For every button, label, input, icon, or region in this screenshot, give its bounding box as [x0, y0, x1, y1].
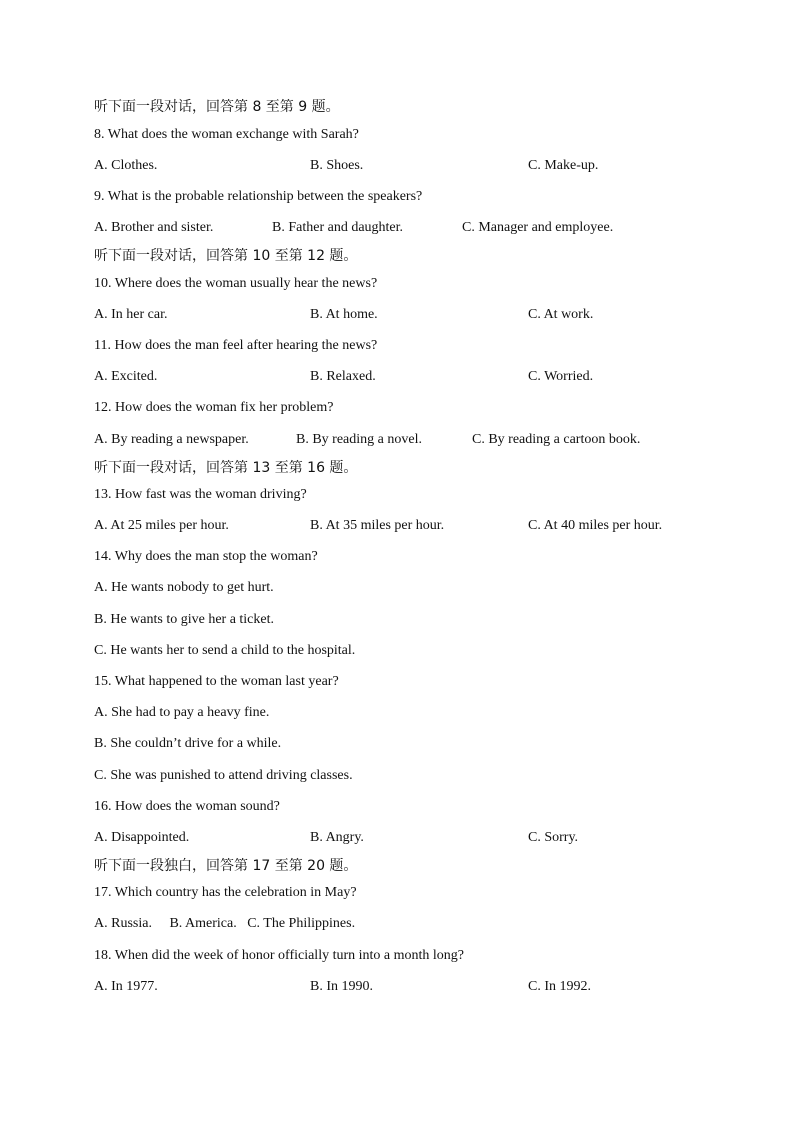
option-row [94, 517, 714, 535]
option-row [94, 219, 714, 237]
option-b: B. At home. [310, 307, 378, 322]
option-c: C. At work. [528, 307, 594, 322]
section-heading: 听下面一段对话，回答第 8 至第 9 题。 [94, 99, 340, 115]
question-text: 13. How fast was the woman driving? [94, 487, 307, 502]
question-text: 16. How does the woman sound? [94, 799, 280, 814]
question-text: 12. How does the woman fix her problem? [94, 400, 334, 415]
section-heading: 听下面一段对话，回答第 13 至第 16 题。 [94, 460, 358, 476]
option-a: A. Clothes. [94, 158, 158, 173]
question-text: 17. Which country has the celebration in May? [94, 885, 357, 900]
option-a: A. At 25 miles per hour. [94, 518, 229, 533]
option-row [94, 829, 714, 847]
section-heading: 听下面一段对话，回答第 10 至第 12 题。 [94, 248, 358, 264]
question-text: 15. What happened to the woman last year? [94, 674, 339, 689]
option-row [94, 368, 714, 386]
option-a: A. In her car. [94, 307, 168, 322]
option-c: C. Worried. [528, 369, 594, 384]
option-b: B. Angry. [310, 830, 364, 845]
option-a: A. Disappointed. [94, 830, 190, 845]
option-row [94, 978, 714, 996]
option-b: B. Relaxed. [310, 369, 376, 384]
option-b: B. He wants to give her a ticket. [94, 612, 275, 627]
question-text: 14. Why does the man stop the woman? [94, 549, 318, 564]
option-c: C. At 40 miles per hour. [528, 518, 663, 533]
option-c: C. By reading a cartoon book. [472, 432, 641, 447]
option-a: A. Brother and sister. [94, 220, 214, 235]
option-row [94, 157, 714, 175]
option-c: C. Make-up. [528, 158, 599, 173]
option-c: C. He wants her to send a child to the hospital. [94, 643, 356, 658]
option-b: B. At 35 miles per hour. [310, 518, 445, 533]
option-row [94, 306, 714, 324]
question-text: 11. How does the man feel after hearing the news? [94, 338, 378, 353]
section-heading: 听下面一段独白，回答第 17 至第 20 题。 [94, 858, 358, 874]
option-b: B. She couldn’t drive for a while. [94, 736, 282, 751]
option-b: B. Father and daughter. [272, 220, 404, 235]
question-text: 8. What does the woman exchange with Sarah? [94, 127, 359, 142]
option-row: A. Russia. B. America. C. The Philippines. [94, 916, 356, 931]
question-text: 10. Where does the woman usually hear the news? [94, 276, 378, 291]
option-a: A. By reading a newspaper. [94, 432, 249, 447]
option-c: C. Manager and employee. [462, 220, 614, 235]
option-b: B. Shoes. [310, 158, 364, 173]
option-b: B. In 1990. [310, 979, 373, 994]
option-c: C. In 1992. [528, 979, 591, 994]
option-c: C. Sorry. [528, 830, 579, 845]
option-a: A. She had to pay a heavy fine. [94, 705, 270, 720]
option-b: B. By reading a novel. [296, 432, 422, 447]
option-row [94, 431, 714, 449]
question-text: 18. When did the week of honor officially turn into a month long? [94, 948, 465, 963]
option-a: A. He wants nobody to get hurt. [94, 580, 274, 595]
option-a: A. Excited. [94, 369, 158, 384]
question-text: 9. What is the probable relationship between the speakers? [94, 189, 423, 204]
option-c: C. She was punished to attend driving classes. [94, 768, 353, 783]
option-a: A. In 1977. [94, 979, 158, 994]
